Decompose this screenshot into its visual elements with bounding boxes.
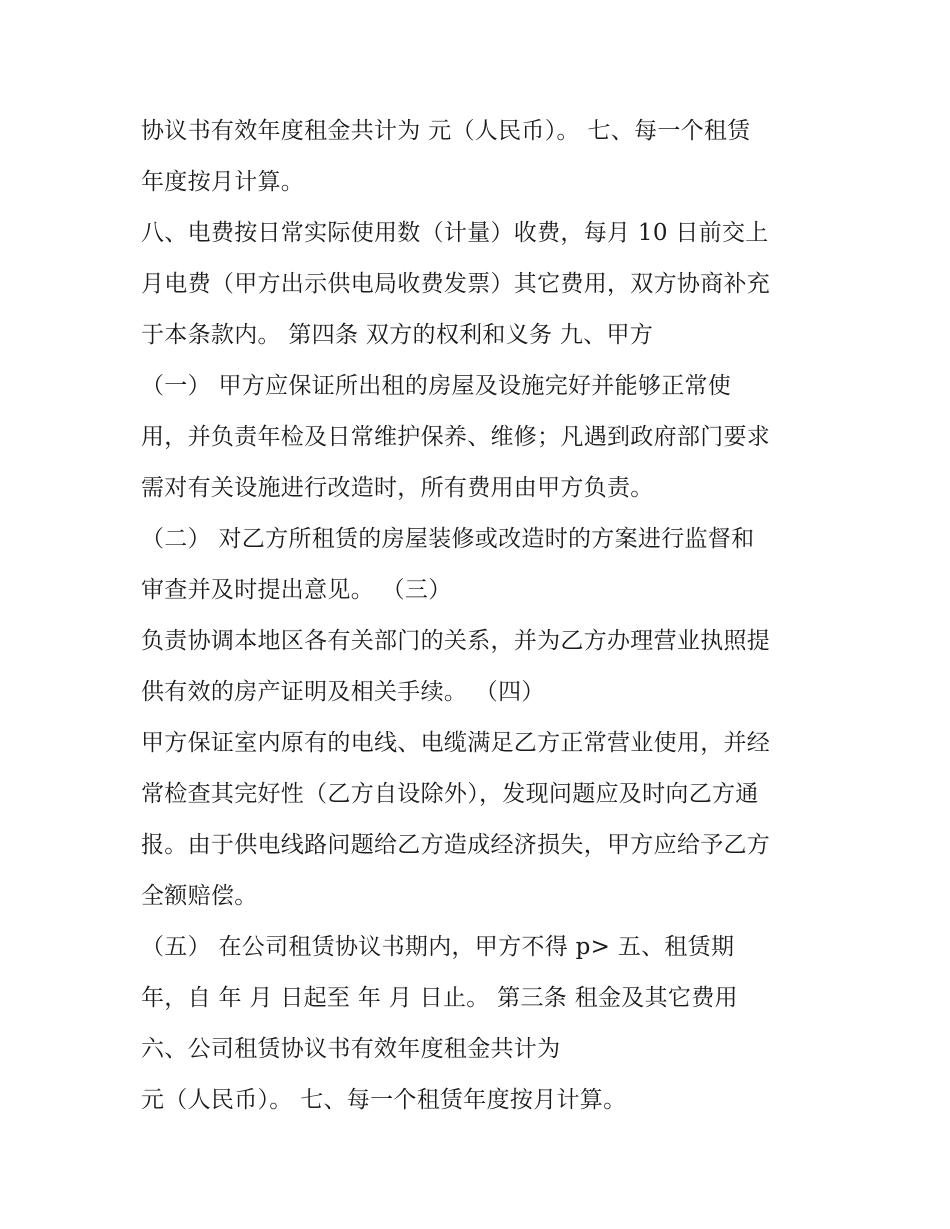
text-line: （二） 对乙方所租赁的房屋装修或改造时的方案进行监督和 [141,526,755,552]
text-line: 协议书有效年度租金共计为 元（人民币）。 七、每一个租赁 [141,118,751,144]
text-line: 六、公司租赁协议书有效年度租金共计为 [141,1036,561,1062]
text-line: 负责协调本地区各有关部门的关系，并为乙方办理营业执照提 [141,628,771,654]
text-line: 年，自 年 月 日起至 年 月 日止。 第三条 租金及其它费用 [141,985,738,1011]
text-line: 八、电费按日常实际使用数（计量）收费，每月 10 日前交上 [141,220,769,246]
text-line: 常检查其完好性（乙方自设除外），发现问题应及时向乙方通 [141,781,759,807]
text-line: 用，并负责年检及日常维护保养、维修；凡遇到政府部门要求 [141,424,771,450]
text-line: 供有效的房产证明及相关手续。 （四） [141,679,545,705]
text-line: （五） 在公司租赁协议书期内，甲方不得 p> 五、租赁期 [141,934,735,960]
text-line: 审查并及时提出意见。 （三） [141,577,452,603]
text-line: 于本条款内。 第四条 双方的权利和义务 九、甲方 [141,322,654,348]
text-line: 需对有关设施进行改造时，所有费用由甲方负责。 [141,475,654,501]
text-line: 年度按月计算。 [141,169,305,195]
text-line: 元（人民币）。 七、每一个租赁年度按月计算。 [141,1087,627,1113]
text-line: 甲方保证室内原有的电线、电缆满足乙方正常营业使用，并经 [141,730,771,756]
document-body [141,106,831,1126]
text-line: 月电费（甲方出示供电局收费发票）其它费用，双方协商补充 [141,271,771,297]
text-line: 报。由于供电线路问题给乙方造成经济损失，甲方应给予乙方 [141,832,771,858]
text-line: 全额赔偿。 [141,883,258,909]
text-line: （一） 甲方应保证所出租的房屋及设施完好并能够正常使 [141,373,732,399]
